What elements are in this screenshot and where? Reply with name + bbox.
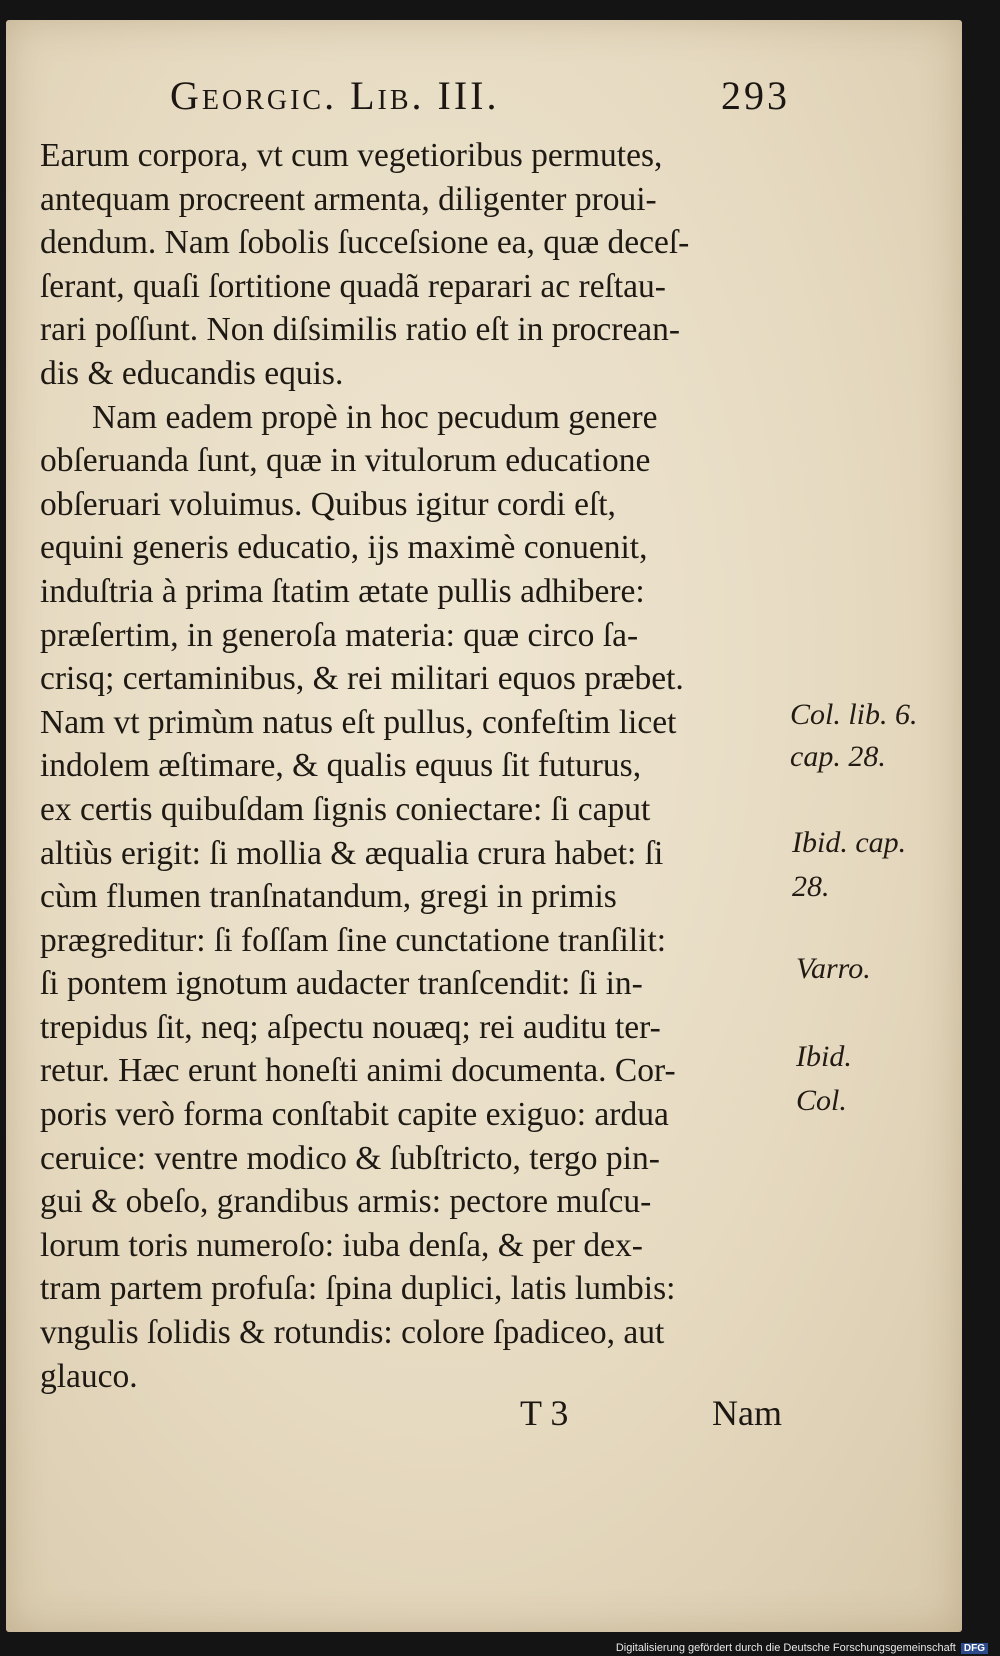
dfg-logo: DFG bbox=[961, 1643, 988, 1654]
margin-note: Col. lib. 6. bbox=[790, 698, 918, 731]
text-line: dis & educandis equis. bbox=[40, 354, 344, 392]
text-line: induſtria à prima ſtatim ætate pullis adhibere: bbox=[40, 572, 645, 610]
text-line: rari poſſunt. Non diſsimilis ratio eſt in procrean- bbox=[40, 311, 681, 349]
text-line: ceruice: ventre modico & ſubſtricto, tergo pin- bbox=[40, 1139, 660, 1177]
running-title: Georgic. Lib. III. bbox=[170, 73, 500, 118]
margin-note: Ibid. bbox=[796, 1040, 852, 1073]
text-line: poris verò forma conſtabit capite exiguo: ardua bbox=[40, 1096, 669, 1134]
margin-note: 28. bbox=[792, 870, 830, 903]
text-line: Earum corpora, vt cum vegetioribus permutes, bbox=[40, 137, 663, 174]
text-line: equini generis educatio, ijs maximè conuenit, bbox=[40, 529, 648, 567]
text-line: præſertim, in generoſa materia: quæ circo ſa- bbox=[40, 616, 639, 654]
body-text bbox=[40, 134, 790, 1398]
text-line: ſi pontem ignotum audacter tranſcendit: ſi in- bbox=[40, 965, 643, 1003]
text-line: vngulis ſolidis & rotundis: colore ſpadiceo, aut bbox=[40, 1314, 665, 1352]
text-line: dendum. Nam ſobolis ſucceſsione ea, quæ deceſ- bbox=[40, 224, 690, 262]
text-line: crisq; certaminibus, & rei militari equos præbet. bbox=[40, 660, 684, 698]
text-line: obſeruanda ſunt, quæ in vitulorum educatione bbox=[40, 442, 651, 480]
digitization-credit bbox=[616, 1642, 988, 1654]
text-line: gui & obeſo, grandibus armis: pectore muſcu- bbox=[40, 1183, 652, 1221]
text-line: altiùs erigit: ſi mollia & æqualia crura habet: ſi bbox=[40, 834, 664, 872]
margin-note: Ibid. cap. bbox=[792, 826, 907, 859]
signature-mark: T 3 bbox=[520, 1393, 569, 1433]
text-line: lorum toris numeroſo: iuba denſa, & per dex- bbox=[40, 1226, 643, 1264]
text-line: Nam eadem propè in hoc pecudum genere bbox=[92, 398, 658, 436]
text-line: Nam vt primùm natus eſt pullus, confeſtim licet bbox=[40, 703, 677, 741]
text-line: prægreditur: ſi foſſam ſine cunctatione tranſilit: bbox=[40, 921, 667, 959]
page-number: 293 bbox=[721, 73, 790, 118]
text-line: obſeruari voluimus. Quibus igitur cordi eſt, bbox=[40, 485, 616, 523]
text-line: retur. Hæc erunt honeſti animi documenta. Cor- bbox=[40, 1052, 676, 1090]
text-line: indolem æſtimare, & qualis equus ſit futurus, bbox=[40, 747, 642, 785]
text-line: cùm flumen tranſnatandum, gregi in primis bbox=[40, 878, 617, 916]
catchword: Nam bbox=[712, 1393, 782, 1433]
text-line: antequam procreent armenta, diligenter proui- bbox=[40, 180, 657, 218]
margin-note: cap. 28. bbox=[790, 740, 886, 773]
text-line: tram partem profuſa: ſpina duplici, latis lumbis: bbox=[40, 1270, 676, 1308]
text-line: glauco. bbox=[40, 1357, 138, 1395]
page-header bbox=[170, 72, 790, 122]
margin-note: Col. bbox=[796, 1084, 847, 1117]
credit-text: Digitalisierung gefördert durch die Deutsche Forschungsgemeinschaft bbox=[615, 1642, 956, 1654]
text-line: ſerant, quaſi ſortitione quadã reparari ac reſtau- bbox=[40, 267, 666, 305]
margin-note: Varro. bbox=[796, 952, 871, 985]
text-line: trepidus ſit, neq; aſpectu nouæq; rei auditu ter- bbox=[40, 1008, 661, 1046]
text-line: ex certis quibuſdam ſignis coniectare: ſi caput bbox=[40, 790, 651, 828]
